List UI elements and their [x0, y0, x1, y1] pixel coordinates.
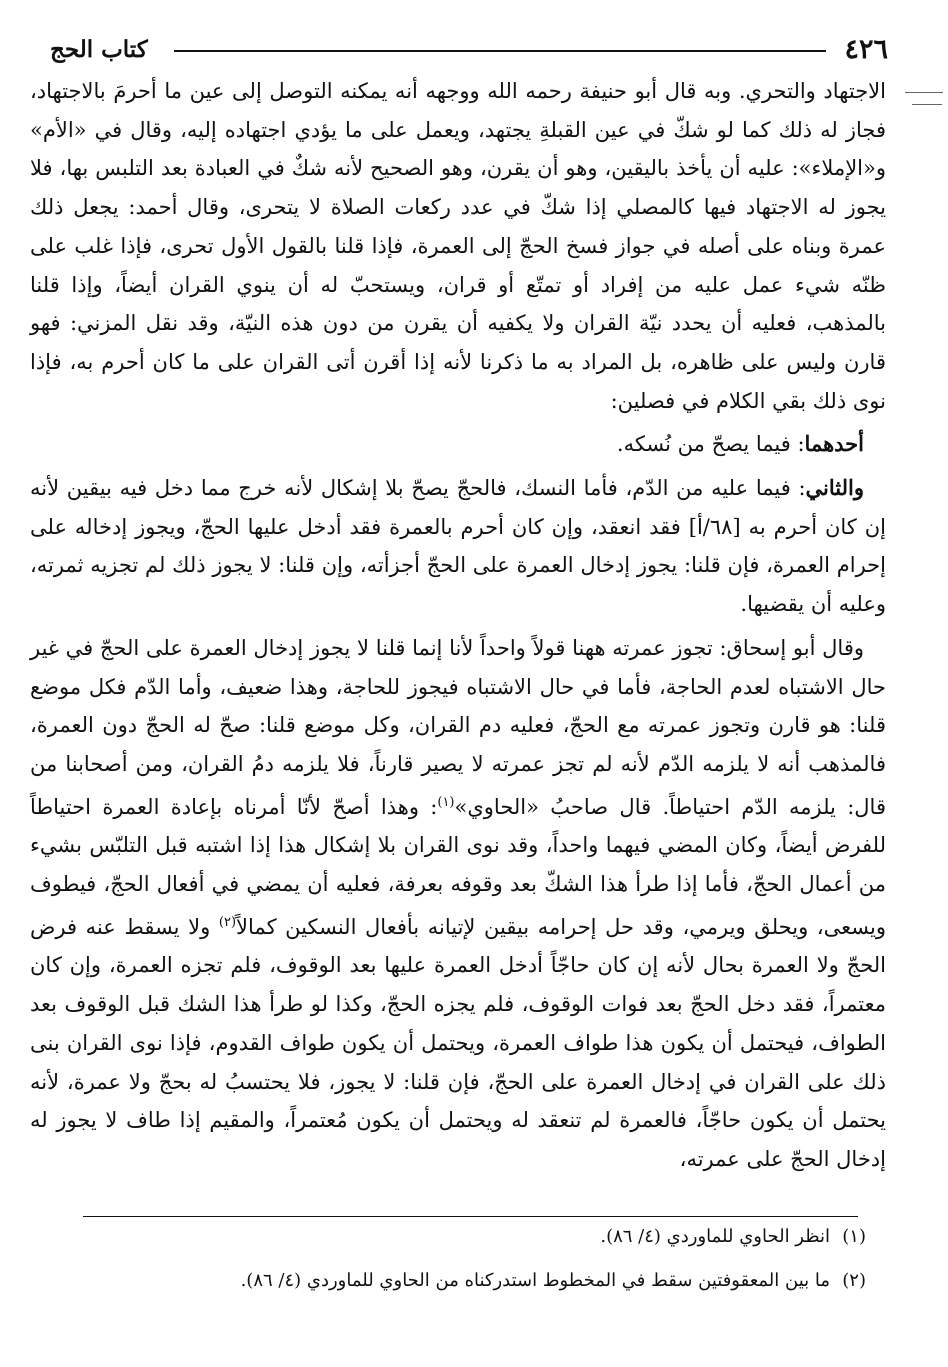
- paragraph-3-text: : فيما عليه من الدّم، فأما النسك، فالحجّ يصحّ بلا إشكال لأنه خرج مما دخل فيه بيقين لأنه إن كان أحرم به [٦٨/أ] فقد انعقد، وإن كان أحرم بالعمرة فقد أدخل عليها الحجّ، ويجوز إدخاله على إحرام العمرة، فإن قلنا: يجوز إدخال العمرة على الحجّ أجزأته، وإن قلنا: لا يجوز ذلك لم تجزيه ثمرته، وعليه أن يقضيها.: [30, 476, 886, 617]
- paragraph-4: [30, 629, 886, 1179]
- footnotes: [30, 1222, 866, 1310]
- main-text: [30, 72, 886, 1179]
- book-title: كتاب الحج: [50, 36, 148, 63]
- paragraph-2: [30, 425, 886, 464]
- footnote-2: [30, 1266, 866, 1296]
- paragraph-4-part-b: : وهذا أصحّ لأنّا أمرناه بإعادة العمرة احتياطاً للفرض أيضاً، وكان المضي فيهما واحداً، وقد نوى القران بلا إشكال هذا إذا اشتبه قبل التلبّس بشيء من أعمال الحجّ، فأما إذا طرأ هذا الشكّ بعد وقوفه بعرفة، فعليه أن يمضي في أفعال الحجّ، فيطوف ويسعى، ويحلق ويرمي، وقد حل إحرامه بيقين لإتيانه بأفعال النسكين كمالاً: [30, 794, 886, 939]
- paragraph-2-lead: أحدهما: [804, 431, 864, 457]
- footnote-1-text: انظر الحاوي للماوردي (٤/ ٨٦).: [600, 1226, 830, 1247]
- paragraph-3: [30, 469, 886, 624]
- footnote-separator: [83, 1216, 858, 1217]
- footnote-1-number: (١): [842, 1226, 866, 1247]
- footnote-2-number: (٢): [842, 1270, 866, 1291]
- paragraph-1: الاجتهاد والتحري. وبه قال أبو حنيفة رحمه الله ووجهه أنه يمكنه التوصل إلى عين ما أحرمَ بالاجتهاد، فجاز له ذلك كما لو شكّ في عين القبلةِ يجتهد، ويعمل على ما يؤدي اجتهاده إليه، وقال في «الأم» و«الإملاء»: عليه أن يأخذ باليقين، وهو أن يقرن، وهو الصحيح لأنه شكٌ في العبادة بعد التلبس بها، فلا يجوز له الاجتهاد فيها كالمصلي إذا شكّ في عدد ركعات الصلاة لا يتحرى، وقال أحمد: يجعل ذلك عمرة وبناه على أصله في جواز فسخ الحجّ إلى العمرة، فإذا قلنا بالقول الأول تحرى، فإذا غلب على ظنّه شيء عمل عليه من إفراد أو تمتّع أو قران، ويستحبّ له أن ينوي القران أيضاً، وإذا قلنا بالمذهب، فعليه أن يحدد نيّة القران ولا يكفيه أن يقرن من دون هذه النيّة، وقد نقل المزني: فهو قارن وليس على ظاهره، بل المراد به ما ذكرنا لأنه إذا أقرن أتى القران على ما كان أحرم به، فإذا نوى ذلك بقي الكلام في فصلين:: [30, 79, 886, 413]
- footnote-ref-1: (١): [437, 794, 455, 810]
- margin-mark-1: [905, 92, 943, 93]
- footnote-2-text: ما بين المعقوفتين سقط في المخطوط استدركناه من الحاوي للماوردي (٤/ ٨٦).: [240, 1270, 830, 1291]
- page-number: ٤٢٦: [844, 34, 888, 65]
- header-rule: [174, 50, 826, 52]
- running-header: [50, 28, 888, 72]
- paragraph-4-part-a: وقال أبو إسحاق: تجوز عمرته ههنا قولاً واحداً لأنا إنما قلنا لا يجوز إدخال العمرة على الحجّ في غير حال الاشتباه لعدم الحاجة، فأما في حال الاشتباه فيجوز للحاجة، وهذا ضعيف، وأما الدّم فكل موضع قلنا: هو قارن وتجوز عمرته مع الحجّ، فعليه دم القران، وكل موضع قلنا: صحّ له الحجّ دون العمرة، فالمذهب أنه لا يلزمه الدّم لأنه لم تجز عمرته لا يصير قارناً، فلا يلزمه دمُ القران، ومن أصحابنا من قال: يلزمه الدّم احتياطاً. قال صاحبُ «الحاوي»: [30, 635, 886, 819]
- paragraph-3-lead: والثاني: [805, 475, 864, 501]
- margin-mark-2: [912, 104, 942, 105]
- paragraph-2-text: : فيما يصحّ من نُسكه.: [616, 432, 805, 457]
- footnote-1: [30, 1222, 866, 1252]
- paragraph-4-part-c: ولا يسقط عنه فرض الحجّ ولا العمرة بحال لأنه إن كان حاجّاً أدخل العمرة عليها بعد الوقوف، فلم تجزه العمرة، وإن كان معتمراً، فقد دخل الحجّ بعد فوات الوقوف، فلم يجزه الحجّ، وكذا لو طرأ هذا الشك قبل الوقوف بعد الطواف، فيحتمل أن يكون هذا طواف العمرة، ويحتمل أن يكون طواف القدوم، فإذا نوى القران بنى ذلك على القران في إدخال العمرة على الحجّ، فإن قلنا: لا يجوز، فلا يحتسبُ له بحجّ ولا عمرة، لأنه يحتمل أن يكون حاجّاً، فالعمرة لم تنعقد له ويحتمل أن يكون مُعتمراً، والمقيم إذا طاف لا يجوز له إدخال الحجّ على عمرته،: [30, 914, 886, 1171]
- footnote-ref-2: (٢): [218, 914, 237, 930]
